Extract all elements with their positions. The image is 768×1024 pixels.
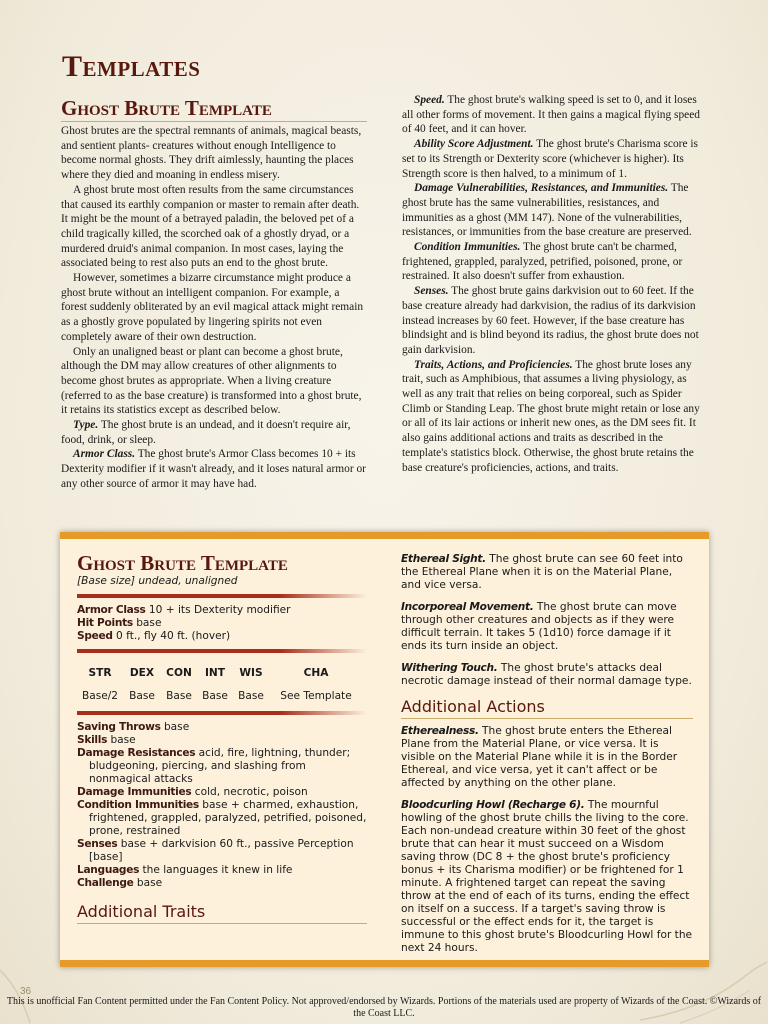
ability-str — [77, 667, 123, 703]
stat-block-subtitle: [Base size] undead, unaligned — [77, 575, 238, 587]
prop-label: Armor Class — [77, 604, 146, 616]
rule-text: The ghost brute loses any trait, such as Amphibious, that assumes a living physiology, as well as any trait that relies on being corporeal, such as Spider Climb or Standing Leap. The ghost brute might retain or lose any or all of its lair actions or inherit new ones, as the DM sees fit. It also gains additional actions and traits as described in the template's statistics block. Otherwise, the ghost brute retains the base creature's proficiencies, actions, and traits. — [402, 358, 700, 474]
ability-con — [161, 667, 197, 703]
rule-text: The ghost brute's Charisma score is set to its Strength or Dexterity score (whichever is higher). Its Strength score is then halved, to a minimum of 1. — [402, 138, 698, 180]
prop-value: the languages it knew in life — [139, 864, 293, 876]
prop-value: base — [133, 877, 163, 889]
rule-name: Ability Score Adjustment. — [414, 138, 534, 151]
trait-text: The ghost brute's attacks deal necrotic damage instead of their normal damage type. — [401, 662, 692, 687]
divider — [77, 711, 367, 715]
stat-block-title: Ghost Brute Template — [77, 551, 288, 575]
ability-name: CHA — [303, 667, 329, 679]
action-text: The mournful howling of the ghost brute chills the living to the core. Each non-undead creature within 30 feet of the ghost brute that can hear it must succeed on a Wisdom saving throw (DC 8 + the ghost brute's proficiency bonus + its Charisma modifier) or be frightened for 1 minute. A frightened target can repeat the saving throw at the end of each of its turns, ending the effect on itself on a success. If a target's saving throw is successful or the effect ends for it, the target is immune to this ghost brute's Bloodcurling Howl for the next 24 hours. — [401, 799, 693, 954]
prop-value: acid, fire, lightning, thunder; bludgeoning, piercing, and slashing from nonmagical attacks — [89, 747, 351, 785]
condition-immunities — [77, 799, 367, 838]
prop-label: Damage Immunities — [77, 786, 192, 798]
page-title: Templates — [62, 50, 201, 83]
prop-value: base — [132, 617, 162, 629]
ability-name: CON — [166, 667, 192, 679]
intro-paragraph: However, sometimes a bizarre circumstance might produce a ghost brute without an intelligent companion. For example, a forest suddenly obliterated by an evil magical attack might remain as a ghostly grove populated by lingering spirits not even completely aware of their own destruction. — [61, 272, 364, 343]
challenge — [77, 877, 367, 890]
rule-armor-class — [61, 447, 367, 491]
action-etherealness — [401, 725, 693, 790]
ability-value: Base — [166, 690, 192, 702]
ability-value: See Template — [280, 690, 352, 702]
prop-label: Condition Immunities — [77, 799, 199, 811]
prop-label: Languages — [77, 864, 140, 876]
rule-name: Type. — [73, 419, 99, 432]
armor-class — [77, 604, 367, 617]
prop-value: base + charmed, exhaustion, frightened, grappled, paralyzed, petrified, poisoned, prone, restrained — [89, 799, 367, 837]
stat-block — [60, 532, 709, 967]
rule-text: The ghost brute gains darkvision out to 60 feet. If the base creature already had darkvision, the radius of its darkvision instead increases by 60 feet. However, if the base creature has blindsight and is blind beyond its radius, the ghost brute does not gain darkvision. — [402, 285, 699, 356]
languages — [77, 864, 367, 877]
prop-value: base — [160, 721, 190, 733]
rule-type — [61, 418, 367, 447]
ability-cha — [269, 667, 363, 703]
prop-label: Senses — [77, 838, 118, 850]
prop-label: Skills — [77, 734, 108, 746]
ability-name: INT — [204, 667, 226, 679]
trait-name: Incorporeal Movement. — [401, 601, 534, 613]
intro-paragraph: A ghost brute most often results from the same circumstances that caused its earthly companion or master to remain after death. It might be the mount of a betrayed paladin, the beloved pet of a child tragically killed, the scorched oak of a ghostly dryad, or a murdered druid's animal companion. In most cases, laying the associated being to rest also puts an end to the ghost brute. — [61, 183, 360, 270]
rule-name: Senses. — [414, 285, 449, 298]
ability-int — [197, 667, 233, 703]
ability-value: Base — [202, 690, 228, 702]
trait-text: The ghost brute can move through other creatures and objects as if they were difficult terrain. It takes 5 (1d10) force damage if it ends its turn inside an object. — [401, 601, 677, 652]
rule-speed — [402, 93, 708, 137]
rule-damage — [402, 181, 708, 240]
rule-text: The ghost brute's Armor Class becomes 10 + its Dexterity modifier if it wasn't already, and it loses natural armor or any other source of armor it may have had. — [61, 448, 366, 490]
action-text: The ghost brute enters the Ethereal Plane from the Material Plane, or vice versa. It is visible on the Material Plane while it is in the Border Ethereal, and vice versa, yet it can't affect or be affected by anything on the other plane. — [401, 725, 678, 789]
prop-label: Challenge — [77, 877, 134, 889]
trait-withering-touch — [401, 662, 693, 688]
divider — [77, 649, 367, 653]
hit-points — [77, 617, 367, 630]
action-bloodcurling-howl — [401, 799, 693, 955]
damage-immunities — [77, 786, 367, 799]
ability-value: Base/2 — [81, 690, 119, 702]
ability-value: Base — [238, 690, 264, 702]
intro-paragraph: Only an unaligned beast or plant can become a ghost brute, although the DM may allow creatures of other alignments to become ghost brutes as appropriate. When a living creature (referred to as the base creature) is transformed into a ghost brute, it retains its statistics except as described below. — [61, 345, 362, 417]
section-heading: Ghost Brute Template — [61, 96, 367, 122]
prop-label: Speed — [77, 630, 113, 642]
right-column — [402, 93, 708, 475]
stat-block-left — [77, 551, 367, 924]
prop-label: Damage Resistances — [77, 747, 196, 759]
traits-heading: Additional Traits — [77, 902, 367, 924]
trait-incorporeal-movement — [401, 601, 693, 653]
rule-condition-immunities — [402, 240, 708, 284]
action-name: Etherealness. — [401, 725, 479, 737]
rule-text: The ghost brute has the same vulnerabilities, resistances, and immunities as a ghost (MM 147). None of the vulnerabilities, resistances, or immunities from the base creature are preserved. — [402, 182, 692, 239]
ability-dex — [123, 667, 161, 703]
speed — [77, 630, 367, 643]
prop-label: Hit Points — [77, 617, 133, 629]
intro-paragraph: Ghost brutes are the spectral remnants of animals, magical beasts, and sentient plants- creatures without enough Intelligence to become normal ghosts. They drift aimlessly, haunting the places where they died and moaning in endless misery. — [61, 125, 362, 182]
ability-name: DEX — [129, 667, 155, 679]
rule-name: Armor Class. — [73, 448, 136, 461]
ability-name: STR — [88, 667, 112, 679]
footer-legal-text: This is unofficial Fan Content permitted under the Fan Content Policy. Not approved/endorsed by Wizards. Portions of the materials used are property of Wizards of the Coast. ©Wizards of the Coast LLC. — [6, 996, 762, 1019]
stat-block-right — [401, 553, 693, 964]
trait-name: Ethereal Sight. — [401, 553, 486, 565]
rule-text: The ghost brute can't be charmed, frightened, grappled, paralyzed, petrified, poisoned, prone, or restrained. It also doesn't suffer from exhaustion. — [402, 241, 683, 283]
rule-text: The ghost brute is an undead, and it doesn't require air, food, drink, or sleep. — [61, 419, 351, 446]
trait-text: The ghost brute can see 60 feet into the Ethereal Plane when it is on the Material Plane, and vice versa. — [401, 553, 683, 591]
ability-name: WIS — [239, 667, 263, 679]
ability-scores — [77, 667, 367, 703]
ability-wis — [233, 667, 269, 703]
ability-value: Base — [129, 690, 155, 702]
rule-traits-actions — [402, 358, 708, 476]
rule-name: Speed. — [414, 94, 445, 106]
prop-value: base + darkvision 60 ft., passive Perception [base] — [89, 838, 354, 863]
rule-name: Traits, Actions, and Proficiencies. — [414, 358, 573, 371]
senses — [77, 838, 367, 864]
prop-label: Saving Throws — [77, 721, 161, 733]
trait-ethereal-sight — [401, 553, 693, 592]
rule-name: Condition Immunities. — [414, 241, 521, 254]
saving-throws — [77, 721, 367, 734]
trait-name: Withering Touch. — [401, 662, 498, 674]
left-column — [61, 96, 367, 492]
skills — [77, 734, 367, 747]
page-number: 36 — [20, 986, 32, 997]
rule-senses — [402, 284, 708, 358]
divider — [77, 594, 367, 598]
prop-value: 10 + its Dexterity modifier — [145, 604, 291, 616]
prop-value: 0 ft., fly 40 ft. (hover) — [112, 630, 231, 642]
actions-heading: Additional Actions — [401, 697, 693, 719]
action-name: Bloodcurling Howl (Recharge 6). — [401, 799, 585, 811]
prop-value: cold, necrotic, poison — [191, 786, 308, 798]
prop-value: base — [107, 734, 136, 746]
rule-text: The ghost brute's walking speed is set to 0, and it loses all other forms of movement. It then gains a magical flying speed of 40 feet, and it can hover. — [402, 94, 700, 136]
damage-resistances — [77, 747, 367, 786]
rule-ability-score — [402, 137, 708, 181]
rule-name: Damage Vulnerabilities, Resistances, and Immunities. — [414, 182, 669, 195]
